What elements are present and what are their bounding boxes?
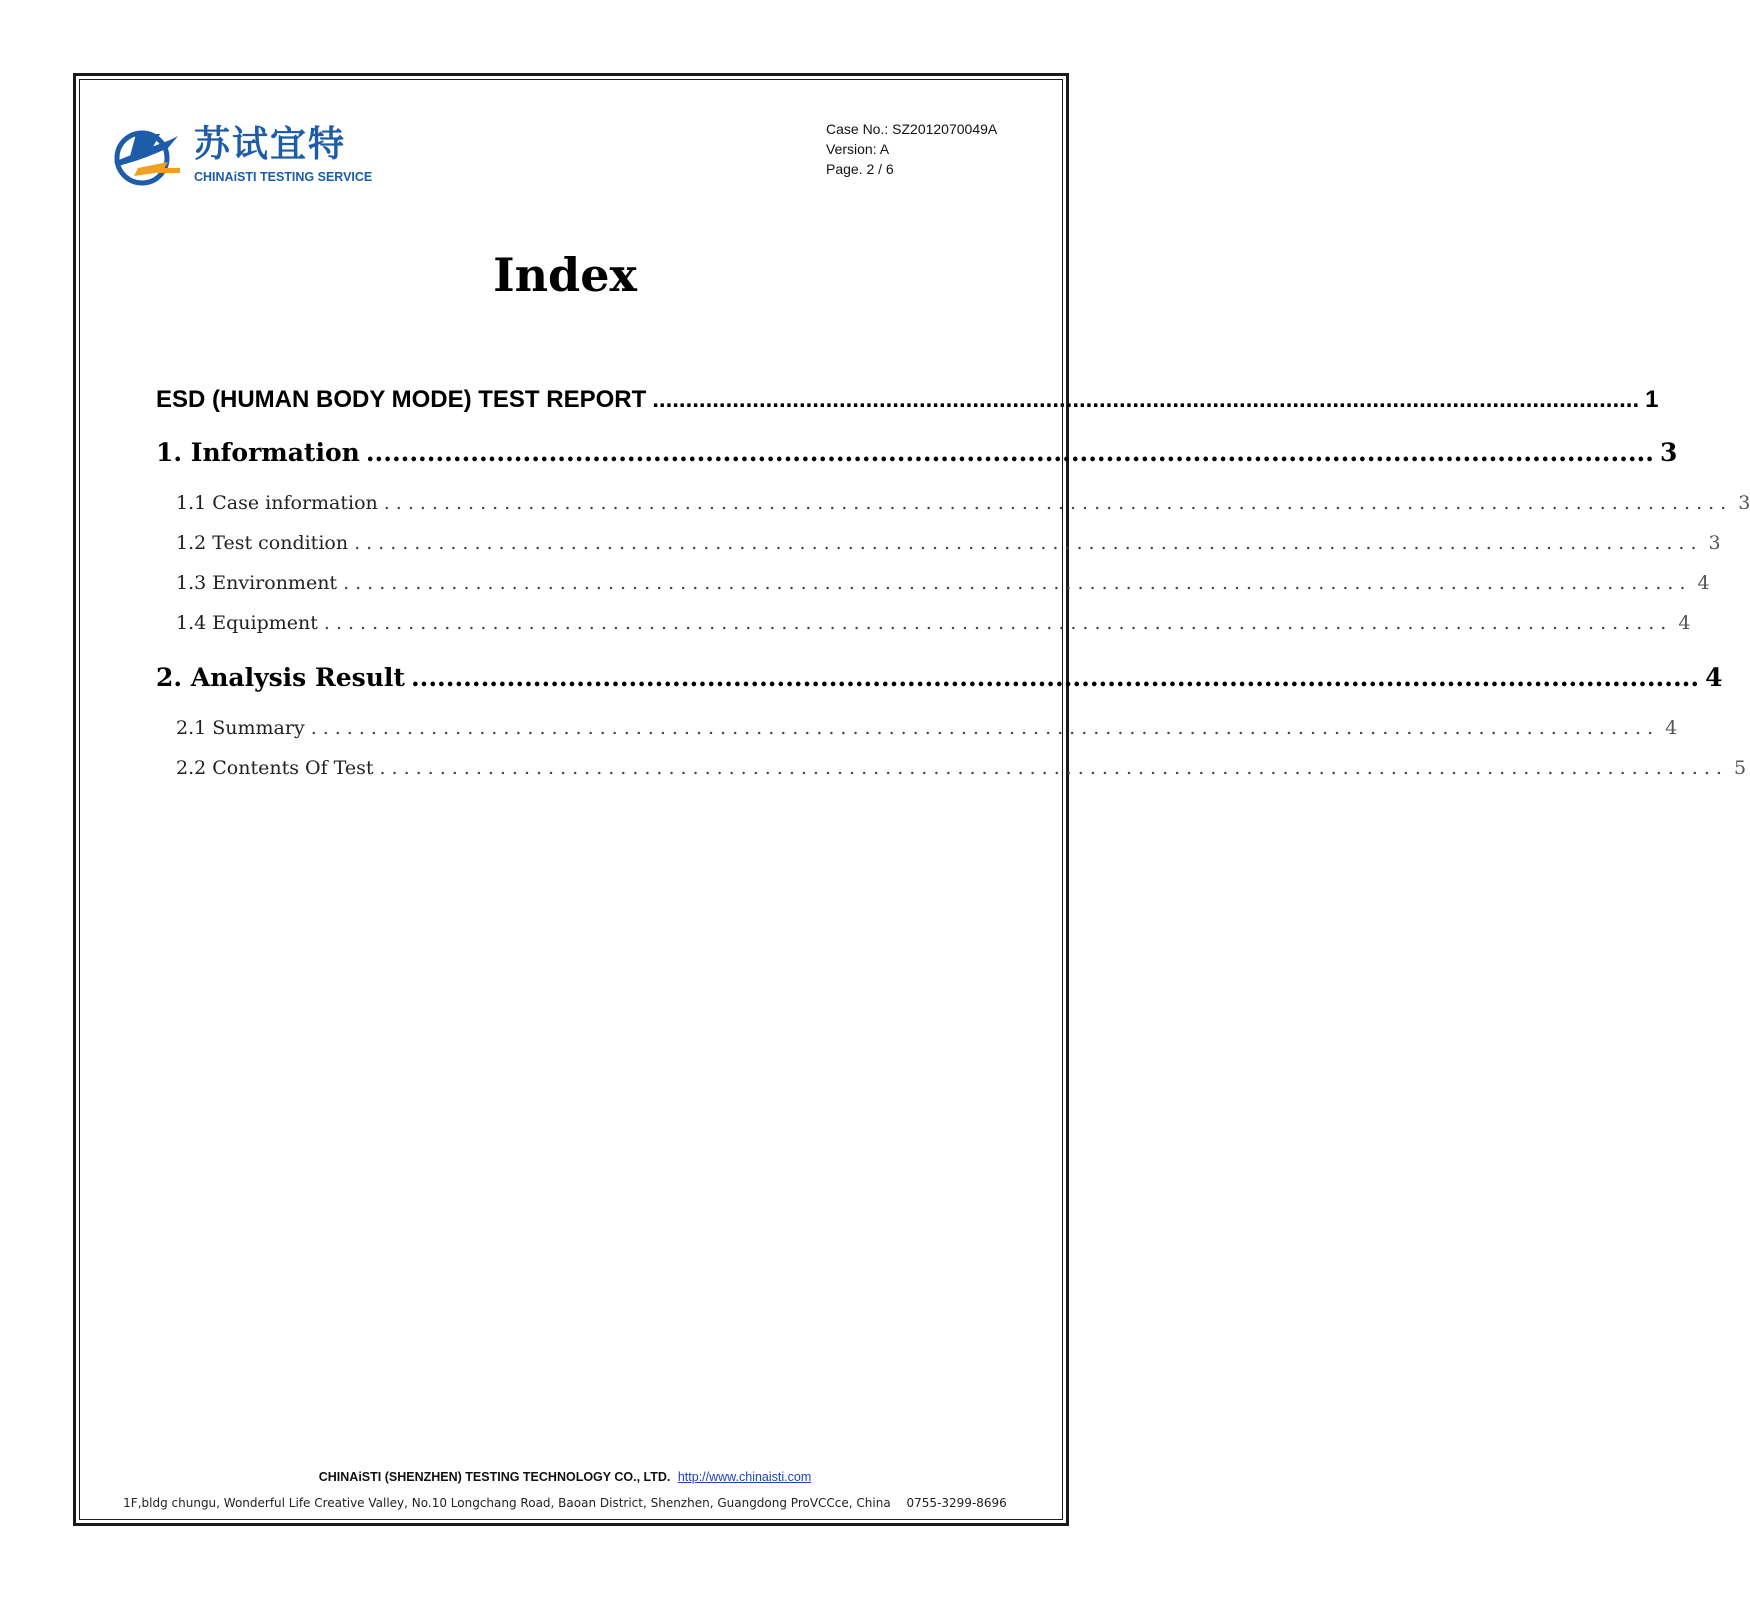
- toc-entry-environment[interactable]: [176, 572, 1710, 594]
- toc-label: 2.2 Contents Of Test: [176, 757, 374, 779]
- toc-leader: ................................................................................................................: [323, 612, 1673, 634]
- case-number: Case No.: SZ2012070049A: [826, 121, 998, 137]
- toc-label: 1.3 Environment: [176, 572, 338, 594]
- toc-label: 2. Analysis Result: [156, 663, 405, 692]
- toc-entry-report[interactable]: [156, 386, 1659, 414]
- toc-entry-test-condition[interactable]: [176, 532, 1721, 554]
- toc-page: 4: [1665, 717, 1678, 739]
- toc-page: 5: [1733, 757, 1747, 779]
- toc-page: 3: [1738, 492, 1750, 514]
- logo-mark-icon: [108, 122, 188, 188]
- toc-page: 3: [1659, 438, 1678, 467]
- page-number: Page. 2 / 6: [826, 161, 894, 177]
- toc-entry-summary[interactable]: [176, 717, 1678, 739]
- footer-company-name: CHINAiSTI (SHENZHEN) TESTING TECHNOLOGY CO., LTD.: [318, 1470, 671, 1484]
- toc-leader: ................................................................................................................: [343, 572, 1692, 594]
- footer-phone: 0755-3299-8696: [906, 1496, 1007, 1510]
- toc-entry-information[interactable]: [156, 438, 1678, 467]
- toc-label: 1. Information: [156, 438, 360, 467]
- toc-entry-contents-of-test[interactable]: [176, 757, 1747, 779]
- version: Version: A: [826, 141, 890, 157]
- toc-leader: ....................................................................................................................................................: [410, 663, 1700, 692]
- toc-leader: ....................................................................................................................................................: [365, 438, 1654, 467]
- footer-company-line: [0, 1470, 1130, 1484]
- logo-english-name: CHINAiSTI TESTING SERVICE: [194, 170, 373, 184]
- footer-address-line: [0, 1496, 1130, 1510]
- toc-page: 4: [1678, 612, 1691, 634]
- toc-page: 4: [1705, 663, 1723, 692]
- footer-website-link[interactable]: http://www.chinaisti.com: [677, 1470, 812, 1484]
- toc-page: 3: [1708, 532, 1721, 554]
- toc-leader: ................................................................................................................: [383, 492, 1733, 514]
- logo-chinese-name: 苏试宜特: [194, 124, 347, 165]
- page-title: Index: [493, 248, 637, 302]
- toc-entry-analysis-result[interactable]: [156, 663, 1723, 692]
- toc-leader: ................................................................................................................: [310, 717, 1660, 739]
- company-logo: [108, 122, 373, 192]
- toc-leader: ................................................................................................................: [354, 532, 1703, 554]
- toc-label: ESD (HUMAN BODY MODE) TEST REPORT: [156, 386, 647, 413]
- toc-label: 2.1 Summary: [176, 717, 305, 739]
- toc-leader: ................................................................................................................: [379, 757, 1728, 779]
- footer-address: 1F,bldg chungu, Wonderful Life Creative Valley, No.10 Longchang Road, Baoan District, Shenzhen, Guangdong ProVCCce, China: [123, 1496, 891, 1510]
- document-meta: [826, 119, 997, 179]
- toc-label: 1.4 Equipment: [176, 612, 318, 634]
- toc-page: 4: [1697, 572, 1710, 594]
- toc-entry-case-information[interactable]: [176, 492, 1750, 514]
- toc-leader: ....................................................................................................................................................: [652, 386, 1640, 413]
- toc-entry-equipment[interactable]: [176, 612, 1691, 634]
- toc-label: 1.1 Case information: [176, 492, 378, 514]
- toc-label: 1.2 Test condition: [176, 532, 349, 554]
- toc-page: 1: [1645, 386, 1659, 413]
